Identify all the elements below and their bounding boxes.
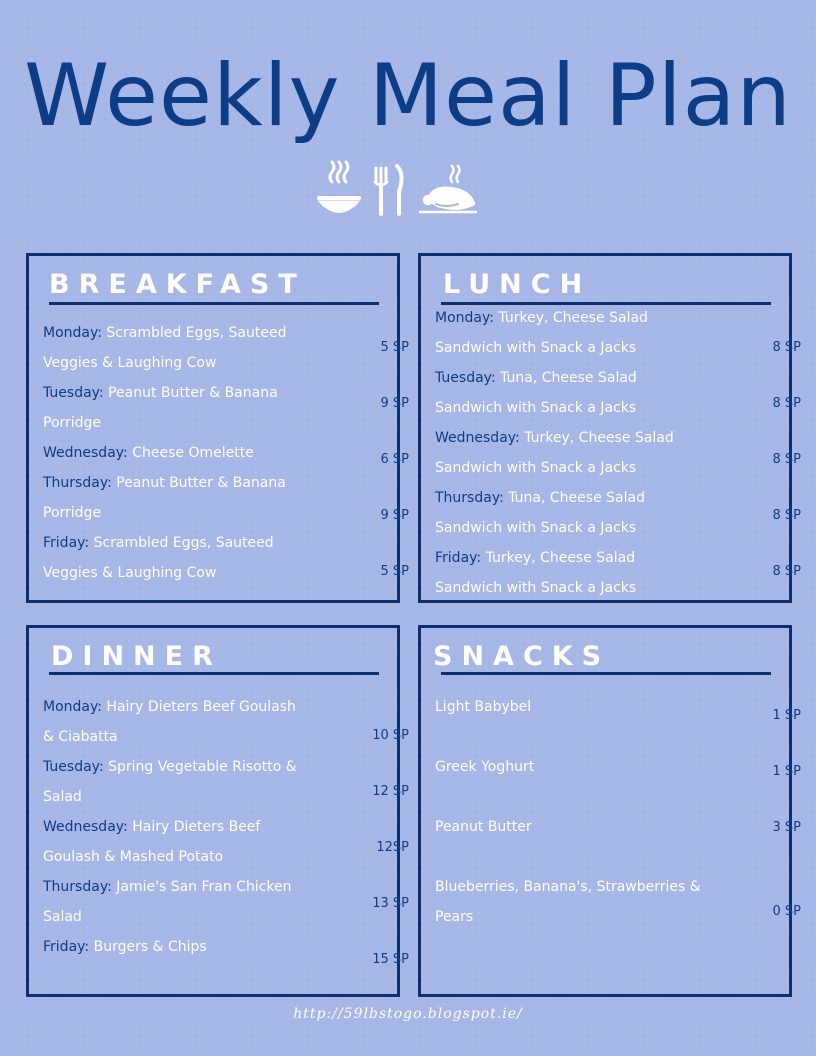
points-label: 6 SP (380, 452, 409, 467)
snack-item: Light Babybel 1 SP (435, 692, 735, 722)
dinner-item: Friday: Burgers & Chips 15 SP (43, 932, 303, 962)
lunch-item: Thursday: Tuna, Cheese Salad Sandwich with Snack a Jacks 8 SP (435, 490, 801, 536)
dinner-item: Monday: Hairy Dieters Beef Goulash & Ciabatta 10 SP (43, 699, 409, 745)
points-label: 13 SP (372, 896, 409, 911)
fork-knife-icon (375, 166, 402, 214)
roast-chicken-icon (420, 166, 476, 212)
points-label: 1 SP (772, 708, 801, 723)
points-label: 12SP (376, 840, 409, 855)
dinner-heading: DINNER (51, 641, 222, 672)
points-label: 8 SP (772, 452, 801, 467)
dinner-item: Thursday: Jamie's San Fran Chicken Salad 13 SP (43, 879, 409, 925)
points-label: 5 SP (380, 564, 409, 579)
breakfast-item: Monday: Scrambled Eggs, Sauteed Veggies & Laughing Cow 5 SP (43, 325, 409, 371)
snacks-panel (418, 625, 801, 997)
breakfast-item: Wednesday: Cheese Omelette 6 SP (43, 438, 303, 468)
points-label: 10 SP (372, 728, 409, 743)
points-label: 3 SP (772, 820, 801, 835)
points-label: 5 SP (380, 340, 409, 355)
lunch-item: Tuesday: Tuna, Cheese Salad Sandwich with Snack a Jacks 8 SP (435, 370, 801, 416)
breakfast-item: Tuesday: Peanut Butter & Banana Porridge 9 SP (43, 385, 409, 431)
snack-item: Greek Yoghurt 1 SP (435, 752, 735, 782)
page-title: Weekly Meal Plan (24, 46, 792, 146)
snacks-heading: SNACKS (433, 641, 611, 672)
lunch-item: Wednesday: Turkey, Cheese Salad Sandwich with Snack a Jacks 8 SP (435, 430, 801, 476)
dinner-item: Tuesday: Spring Vegetable Risotto & Salad 12 SP (43, 759, 409, 805)
points-label: 8 SP (772, 508, 801, 523)
dinner-rule (49, 672, 379, 675)
points-label: 9 SP (380, 508, 409, 523)
points-label: 1 SP (772, 764, 801, 779)
breakfast-panel (26, 253, 409, 603)
snack-item: Blueberries, Banana's, Strawberries & Pears 0 SP (435, 879, 801, 925)
header-icons (312, 160, 482, 224)
dinner-item: Wednesday: Hairy Dieters Beef Goulash & Mashed Potato 12SP (43, 819, 409, 865)
lunch-panel (418, 253, 801, 603)
points-label: 12 SP (372, 784, 409, 799)
points-label: 15 SP (372, 952, 409, 967)
snack-item: Peanut Butter 3 SP (435, 812, 735, 842)
points-label: 0 SP (772, 904, 801, 919)
soup-bowl-icon (319, 162, 359, 214)
lunch-item: Monday: Turkey, Cheese Salad Sandwich with Snack a Jacks 8 SP (435, 310, 801, 356)
breakfast-item: Friday: Scrambled Eggs, Sauteed Veggies & Laughing Cow 5 SP (43, 535, 409, 581)
lunch-heading: LUNCH (443, 269, 592, 300)
lunch-item: Friday: Turkey, Cheese Salad Sandwich with Snack a Jacks 8 SP (435, 550, 801, 596)
points-label: 9 SP (380, 396, 409, 411)
points-label: 8 SP (772, 396, 801, 411)
snacks-rule (441, 672, 771, 675)
breakfast-heading: BREAKFAST (49, 269, 306, 300)
points-label: 8 SP (772, 564, 801, 579)
points-label: 8 SP (772, 340, 801, 355)
breakfast-item: Thursday: Peanut Butter & Banana Porridge 9 SP (43, 468, 303, 528)
footer-url: http://59lbstogo.blogspot.ie/ (293, 1006, 523, 1022)
breakfast-rule (49, 302, 379, 305)
dinner-panel (26, 625, 409, 997)
